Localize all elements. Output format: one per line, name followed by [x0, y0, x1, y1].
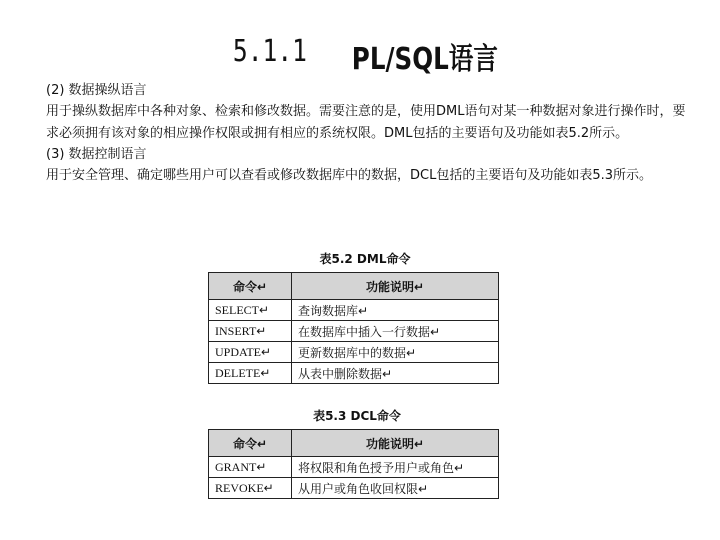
table-caption-text: 表5.3 DCL命令: [313, 409, 401, 423]
section-title: PL/SQL语言: [351, 42, 499, 77]
table-row: [209, 457, 499, 478]
table-row: [209, 363, 499, 384]
slide-title: [65, 34, 655, 77]
table-caption-dml: [0, 250, 720, 267]
command-cell: UPDATE↵: [209, 342, 292, 363]
table-row: [209, 342, 499, 363]
table-header-row: [209, 430, 499, 457]
heading-dcl: (3) 数据控制语言: [46, 146, 147, 162]
section-number: 5.1.1: [232, 34, 307, 69]
paragraph-dcl: 用于安全管理、确定哪些用户可以查看或修改数据库中的数据，DCL包括的主要语句及功能如表5.3所示。: [46, 168, 653, 184]
description-cell: 在数据库中插入一行数据↵: [292, 321, 499, 342]
table-row: [209, 478, 499, 499]
table-caption-dcl: [0, 407, 720, 424]
table-row: [209, 300, 499, 321]
header-command: 命令↵: [209, 273, 292, 300]
command-cell: INSERT↵: [209, 321, 292, 342]
header-command: 命令↵: [209, 430, 292, 457]
header-description: 功能说明↵: [292, 430, 499, 457]
table-row: [209, 321, 499, 342]
paragraph-dml: 用于操纵数据库中各种对象、检索和修改数据。需要注意的是，使用DML语句对某一种数据对象进行操作时，要求必须拥有该对象的相应操作权限或拥有相应的系统权限。DML包括的主要语句及功能如表5.2所示。: [46, 104, 686, 141]
table-caption-text: 表5.2 DML命令: [319, 252, 411, 266]
description-cell: 从表中删除数据↵: [292, 363, 499, 384]
table-header-row: [209, 273, 499, 300]
heading-dml: (2) 数据操纵语言: [46, 83, 147, 98]
header-description: 功能说明↵: [292, 273, 499, 300]
command-cell: DELETE↵: [209, 363, 292, 384]
command-cell: REVOKE↵: [209, 478, 292, 499]
description-cell: 查询数据库↵: [292, 300, 499, 321]
description-cell: 更新数据库中的数据↵: [292, 342, 499, 363]
description-cell: 将权限和角色授予用户或角色↵: [292, 457, 499, 478]
description-cell: 从用户或角色收回权限↵: [292, 478, 499, 499]
dml-table: [208, 272, 499, 384]
dcl-table: [208, 429, 499, 499]
body-text: [46, 80, 686, 186]
command-cell: GRANT↵: [209, 457, 292, 478]
command-cell: SELECT↵: [209, 300, 292, 321]
